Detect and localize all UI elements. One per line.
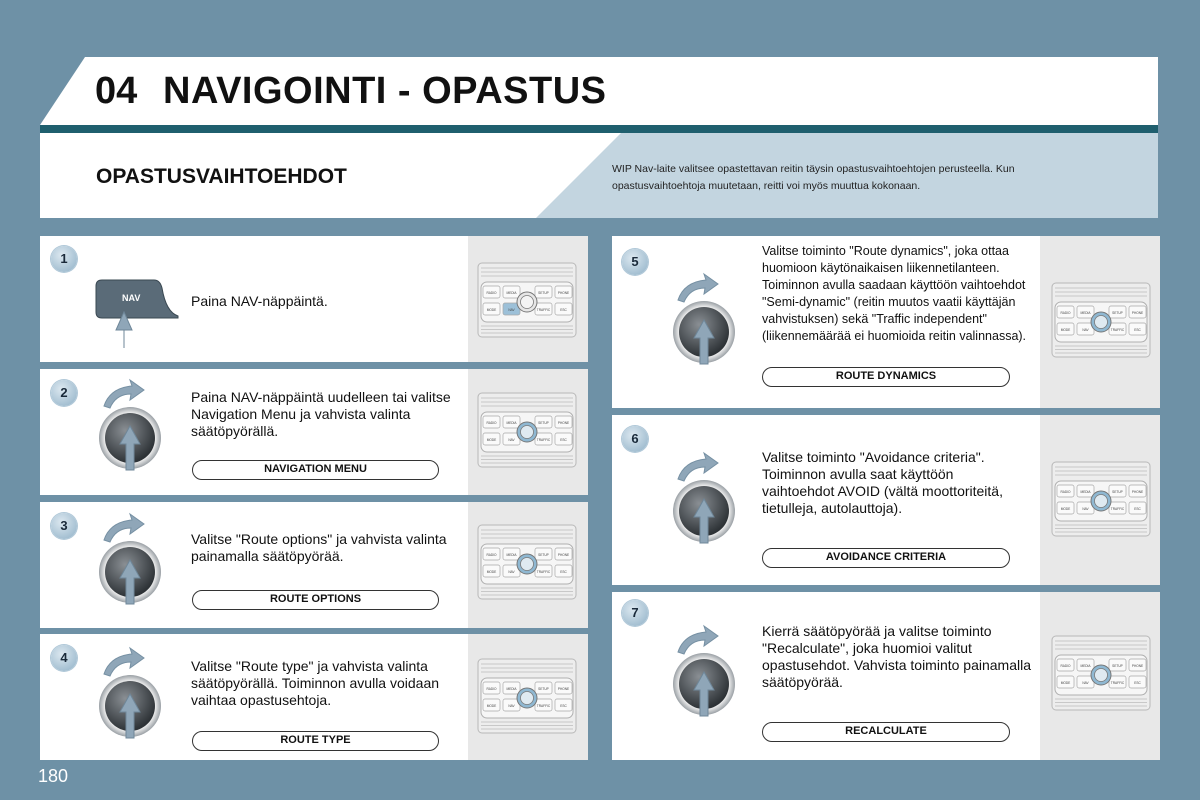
svg-text:RADIO: RADIO — [1060, 490, 1071, 494]
svg-text:SETUP: SETUP — [1112, 664, 1123, 668]
step-text-3: Valitse "Route options" ja vahvista valinta painamalla säätöpyörää. — [191, 531, 447, 564]
svg-text:TRAFFIC: TRAFFIC — [536, 438, 551, 442]
step-text-2: Paina NAV-näppäintä uudelleen tai valitse Navigation Menu ja vahvista valinta säätöpyörällä. — [191, 389, 451, 439]
step-text-1: Paina NAV-näppäintä. — [191, 293, 328, 309]
svg-text:ESC: ESC — [1134, 507, 1141, 511]
label-avoidance-criteria: AVOIDANCE CRITERIA — [762, 548, 1010, 568]
svg-text:ESC: ESC — [1134, 328, 1141, 332]
svg-text:PHONE: PHONE — [1131, 311, 1144, 315]
svg-text:MEDIA: MEDIA — [1080, 311, 1091, 315]
svg-text:NAV: NAV — [1082, 328, 1089, 332]
svg-text:SETUP: SETUP — [538, 421, 549, 425]
svg-text:NAV: NAV — [1082, 507, 1089, 511]
svg-text:NAV: NAV — [1082, 681, 1089, 685]
radio-device-illustration — [477, 392, 577, 468]
chapter-number: 04 — [95, 70, 138, 112]
svg-text:MODE: MODE — [486, 704, 497, 708]
svg-text:MODE: MODE — [1060, 681, 1071, 685]
label-route-dynamics: ROUTE DYNAMICS — [762, 367, 1010, 387]
step-badge-6: 6 — [622, 426, 648, 452]
page-number: 180 — [38, 766, 69, 786]
section-title: OPASTUSVAIHTOEHDOT — [96, 165, 347, 188]
svg-text:TRAFFIC: TRAFFIC — [536, 570, 551, 574]
svg-text:PHONE: PHONE — [557, 421, 570, 425]
rotate-arrow-icon — [104, 648, 144, 676]
svg-text:RADIO: RADIO — [486, 291, 497, 295]
svg-text:PHONE: PHONE — [557, 687, 570, 691]
svg-text:PHONE: PHONE — [1131, 490, 1144, 494]
step-text-4: Valitse "Route type" ja vahvista valinta säätöpyörällä. Toiminnon avulla voidaan vaihtaa opastusehtoja. — [191, 658, 440, 708]
svg-text:MEDIA: MEDIA — [506, 687, 517, 691]
rotate-arrow-icon — [678, 274, 718, 302]
svg-text:MEDIA: MEDIA — [506, 421, 517, 425]
header-corner-cut — [40, 57, 85, 125]
rotate-arrow-icon — [678, 626, 718, 654]
step-badge-5: 5 — [622, 249, 648, 275]
rotary-knob-icon — [670, 272, 740, 382]
header-divider — [40, 125, 1158, 133]
svg-text:NAV: NAV — [508, 308, 515, 312]
radio-device-illustration — [1051, 635, 1151, 711]
svg-text:NAV: NAV — [508, 704, 515, 708]
svg-text:ESC: ESC — [560, 308, 567, 312]
rotary-knob-icon — [670, 451, 740, 561]
nav-key-icon — [94, 278, 180, 350]
rotary-knob-icon — [96, 512, 166, 622]
svg-text:MEDIA: MEDIA — [506, 553, 517, 557]
step-badge-4: 4 — [51, 645, 77, 671]
label-navigation-menu: NAVIGATION MENU — [192, 460, 439, 480]
svg-text:PHONE: PHONE — [557, 553, 570, 557]
svg-text:MEDIA: MEDIA — [506, 291, 517, 295]
svg-text:TRAFFIC: TRAFFIC — [1110, 681, 1125, 685]
svg-text:TRAFFIC: TRAFFIC — [536, 308, 551, 312]
svg-text:ESC: ESC — [560, 438, 567, 442]
label-route-type: ROUTE TYPE — [192, 731, 439, 751]
radio-device-illustration — [1051, 282, 1151, 358]
svg-text:MEDIA: MEDIA — [1080, 490, 1091, 494]
radio-device-illustration — [477, 524, 577, 600]
svg-text:MODE: MODE — [486, 308, 497, 312]
svg-text:SETUP: SETUP — [1112, 311, 1123, 315]
svg-text:RADIO: RADIO — [1060, 664, 1071, 668]
svg-text:SETUP: SETUP — [538, 553, 549, 557]
step-text-6: Valitse toiminto "Avoidance criteria". Toiminnon avulla saat käyttöön vaihtoehdot AVOID (vältä moottoriteitä, tietulleja, autolauttoja). — [762, 449, 1003, 516]
svg-text:TRAFFIC: TRAFFIC — [1110, 507, 1125, 511]
svg-text:MODE: MODE — [1060, 507, 1071, 511]
svg-text:NAV: NAV — [508, 570, 515, 574]
svg-text:RADIO: RADIO — [486, 687, 497, 691]
section-description: WIP Nav-laite valitsee opastettavan reitin täysin opastusvaihtoehtojen perusteella. Kun opastusvaihtoehtoja muutetaan, reitti voi myös muuttua kokonaan. — [612, 163, 1015, 192]
step-badge-2: 2 — [51, 380, 77, 406]
rotate-arrow-icon — [104, 514, 144, 542]
rotate-arrow-icon — [104, 380, 144, 408]
rotary-knob-icon — [96, 646, 166, 756]
label-route-options: ROUTE OPTIONS — [192, 590, 439, 610]
nav-key-label: NAV — [122, 293, 141, 303]
rotary-knob-icon — [670, 624, 740, 734]
svg-text:TRAFFIC: TRAFFIC — [1110, 328, 1125, 332]
svg-text:SETUP: SETUP — [538, 291, 549, 295]
step-badge-1: 1 — [51, 246, 77, 272]
svg-text:ESC: ESC — [1134, 681, 1141, 685]
step-text-5: Valitse toiminto "Route dynamics", joka ottaa huomioon käytönaikaisen liikennetilanteen. Toiminnon avulla saadaan käyttöön vaihtoehdot "Semi-dynamic" (reitin muutos vaatii käyttäjän vahvistuksen) sekä "Traffic independent" (liikennemäärää ei huomioida reitin valinnassa). — [762, 244, 1027, 343]
label-recalculate: RECALCULATE — [762, 722, 1010, 742]
svg-text:PHONE: PHONE — [557, 291, 570, 295]
radio-device-illustration — [477, 658, 577, 734]
svg-text:RADIO: RADIO — [1060, 311, 1071, 315]
svg-text:NAV: NAV — [508, 438, 515, 442]
radio-device-illustration — [477, 262, 577, 338]
step-text-7: Kierrä säätöpyörää ja valitse toiminto "Recalculate", joka huomioi valitut opastusehdot. Vahvista toiminto painamalla säätöpyörää. — [762, 623, 1032, 690]
svg-text:PHONE: PHONE — [1131, 664, 1144, 668]
page-title: NAVIGOINTI - OPASTUS — [163, 70, 607, 112]
svg-text:TRAFFIC: TRAFFIC — [536, 704, 551, 708]
svg-text:SETUP: SETUP — [538, 687, 549, 691]
svg-text:MEDIA: MEDIA — [1080, 664, 1091, 668]
svg-text:ESC: ESC — [560, 570, 567, 574]
rotate-arrow-icon — [678, 453, 718, 481]
svg-text:MODE: MODE — [486, 570, 497, 574]
svg-text:RADIO: RADIO — [486, 421, 497, 425]
radio-device-illustration — [1051, 461, 1151, 537]
svg-text:RADIO: RADIO — [486, 553, 497, 557]
svg-text:MODE: MODE — [486, 438, 497, 442]
svg-text:MODE: MODE — [1060, 328, 1071, 332]
svg-text:SETUP: SETUP — [1112, 490, 1123, 494]
rotary-knob-icon — [96, 378, 166, 488]
step-badge-3: 3 — [51, 513, 77, 539]
step-badge-7: 7 — [622, 600, 648, 626]
svg-text:ESC: ESC — [560, 704, 567, 708]
